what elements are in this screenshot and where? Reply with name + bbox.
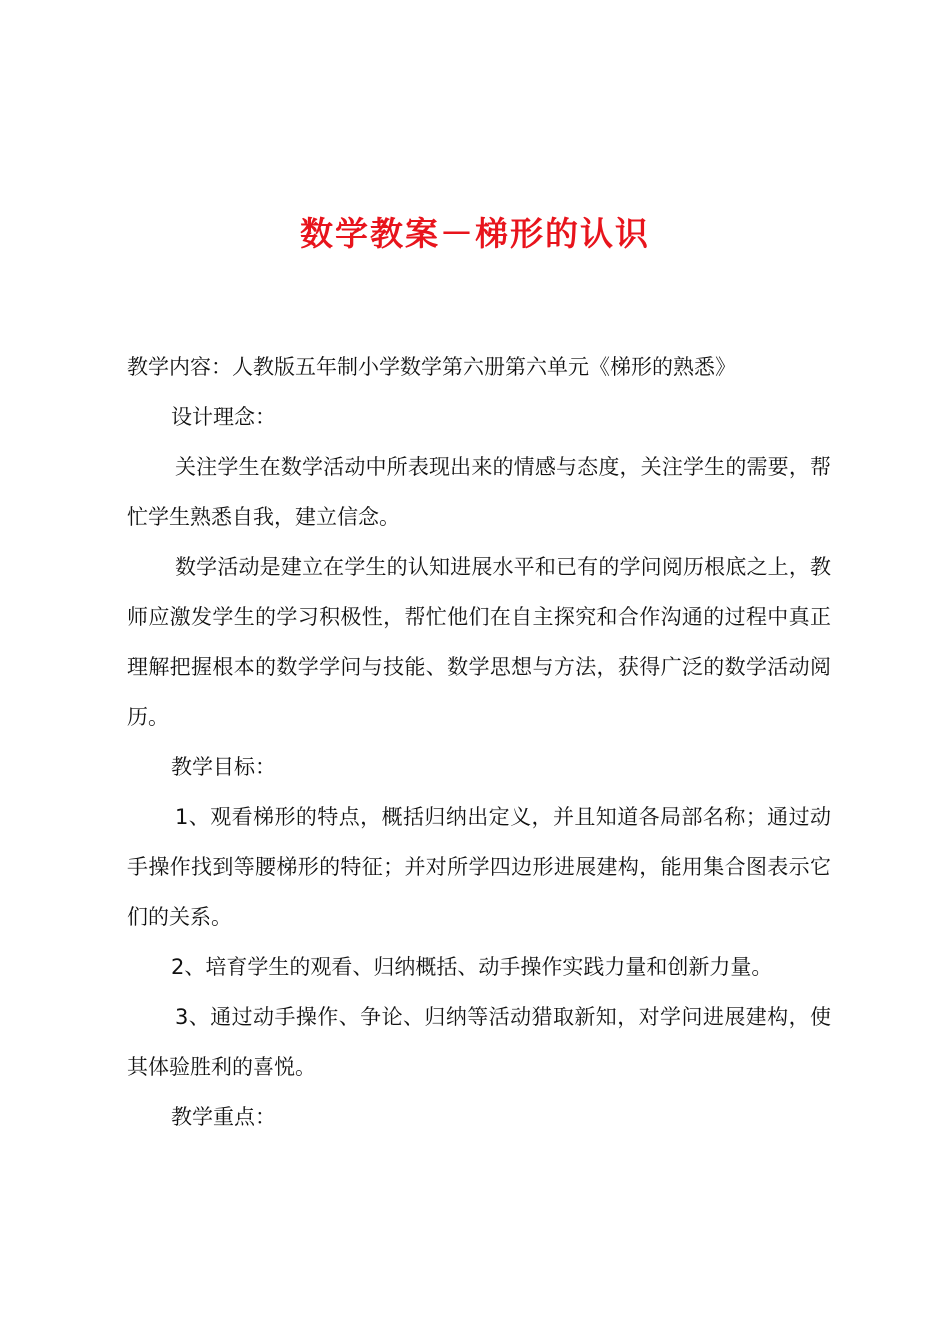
document-body [127, 342, 831, 1142]
paragraph-key-points-heading: 教学重点： [171, 1105, 276, 1129]
paragraph-design-concept-2: 数学活动是建立在学生的认知进展水平和已有的学问阅历根底之上，教师应激发学生的学习积极性，帮忙他们在自主探究和合作沟通的过程中真正理解把握根本的数学学问与技能、数学思想与方法，获得广泛的数学活动阅历。 [127, 555, 831, 729]
paragraph-design-concept-1: 关注学生在数学活动中所表现出来的情感与态度，关注学生的需要，帮忙学生熟悉自我，建立信念。 [127, 455, 831, 529]
paragraph-objectives-heading: 教学目标： [171, 755, 276, 779]
document-title: 数学教案－梯形的认识 [300, 214, 650, 253]
paragraph-design-concept-heading: 设计理念： [171, 405, 276, 429]
paragraph-teaching-content: 教学内容：人教版五年制小学数学第六册第六单元《梯形的熟悉》 [127, 355, 736, 379]
paragraph-objective-3: 3、通过动手操作、争论、归纳等活动猎取新知，对学问进展建构，使其体验胜利的喜悦。 [127, 1005, 831, 1079]
paragraph-objective-1: 1、观看梯形的特点，概括归纳出定义，并且知道各局部名称；通过动手操作找到等腰梯形的特征；并对所学四边形进展建构，能用集合图表示它们的关系。 [127, 805, 831, 929]
paragraph-objective-2: 2、培育学生的观看、归纳概括、动手操作实践力量和创新力量。 [171, 955, 773, 979]
